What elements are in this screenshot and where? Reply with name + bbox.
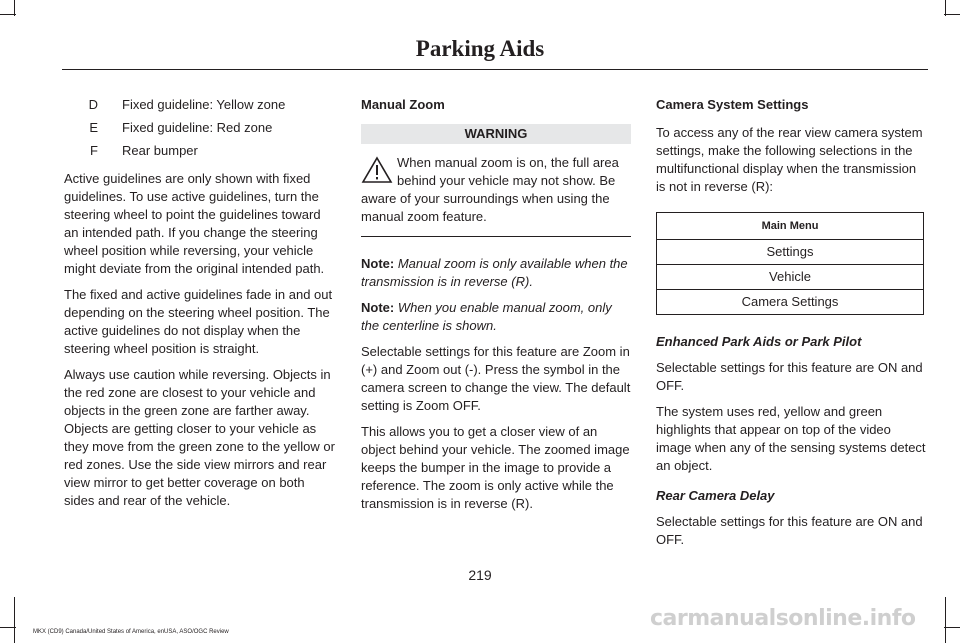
legend-item (64, 96, 336, 114)
section-title: Camera System Settings (656, 97, 809, 112)
paragraph: To access any of the rear view camera system settings, make the following selections in the multifunctional display when the transmission is not in reverse (R): (656, 125, 923, 194)
warning-body (361, 154, 631, 237)
note-text: When you enable manual zoom, only the centerline is shown. (361, 300, 612, 333)
legend-text: Rear bumper (122, 143, 198, 158)
crop-mark (0, 627, 16, 628)
subsection-title: Enhanced Park Aids or Park Pilot (656, 334, 862, 349)
paragraph: This allows you to get a closer view of an object behind your vehicle. The zoomed image keeps the bumper in the image to provide a reference. The zoom is only active while the transmission is in reverse (R). (361, 424, 630, 511)
legend-list (64, 96, 336, 160)
legend-text: Fixed guideline: Yellow zone (122, 97, 286, 112)
paragraph: Always use caution while reversing. Objects in the red zone are closest to your vehicle and objects in the green zone are farther away. Objects are getting closer to your vehicle as they move from the green zone to the yellow or red zones. Use the side view mirrors and rear view mirror to get better coverage on both sides and rear of the vehicle. (64, 367, 335, 508)
paragraph: Selectable settings for this feature are Zoom in (+) and Zoom out (-). Press the symbol in the camera screen to change the view. The default setting is Zoom OFF. (361, 344, 631, 413)
header-divider (62, 69, 928, 70)
table-row: Settings (657, 240, 924, 265)
paragraph: Selectable settings for this feature are ON and OFF. (656, 514, 923, 547)
crop-mark (14, 597, 15, 643)
crop-mark (944, 14, 960, 15)
legend-key: E (89, 120, 98, 135)
paragraph: The system uses red, yellow and green highlights that appear on top of the video image when any of the sensing systems detect an object. (656, 404, 926, 473)
legend-text: Fixed guideline: Red zone (122, 120, 273, 135)
crop-mark (945, 597, 946, 643)
page-title: Parking Aids (415, 36, 545, 61)
note-label: Note: (361, 300, 395, 315)
column-right (656, 96, 926, 557)
warning-triangle-icon (361, 156, 393, 184)
note (361, 255, 631, 291)
menu-path-table (656, 212, 924, 315)
crop-mark (0, 14, 16, 15)
note (361, 299, 631, 335)
page-number: 219 (468, 567, 492, 583)
column-left (64, 96, 336, 518)
legend-key: F (90, 143, 98, 158)
warning-text: When manual zoom is on, the full area behind your vehicle may not show. Be aware of your surroundings when using the manual zoom feature. (361, 155, 619, 224)
column-middle (361, 96, 631, 521)
crop-mark (944, 627, 960, 628)
document-info: MKX (CD9) Canada/United States of America, enUSA, ASO/OGC Review (33, 629, 229, 635)
table-header: Main Menu (657, 213, 924, 240)
paragraph: Active guidelines are only shown with fixed guidelines. To use active guidelines, turn the steering wheel to point the guidelines toward an intended path. If you change the steering wheel position while reversing, your vehicle might deviate from the original intended path. (64, 171, 325, 276)
watermark: carmanualsonline.info (650, 606, 916, 631)
table-row: Vehicle (657, 265, 924, 290)
note-text: Manual zoom is only available when the transmission is in reverse (R). (361, 256, 628, 289)
section-title: Manual Zoom (361, 97, 445, 112)
warning-header: WARNING (361, 124, 631, 144)
legend-item (64, 142, 336, 160)
subsection-title: Rear Camera Delay (656, 488, 775, 503)
table-row: Camera Settings (657, 290, 924, 315)
note-label: Note: (361, 256, 395, 271)
paragraph: The fixed and active guidelines fade in and out depending on the steering wheel position. The active guidelines do not display when the steering wheel position is straight. (64, 287, 333, 356)
legend-key: D (88, 97, 98, 112)
legend-item (64, 119, 336, 137)
paragraph: Selectable settings for this feature are ON and OFF. (656, 360, 923, 393)
